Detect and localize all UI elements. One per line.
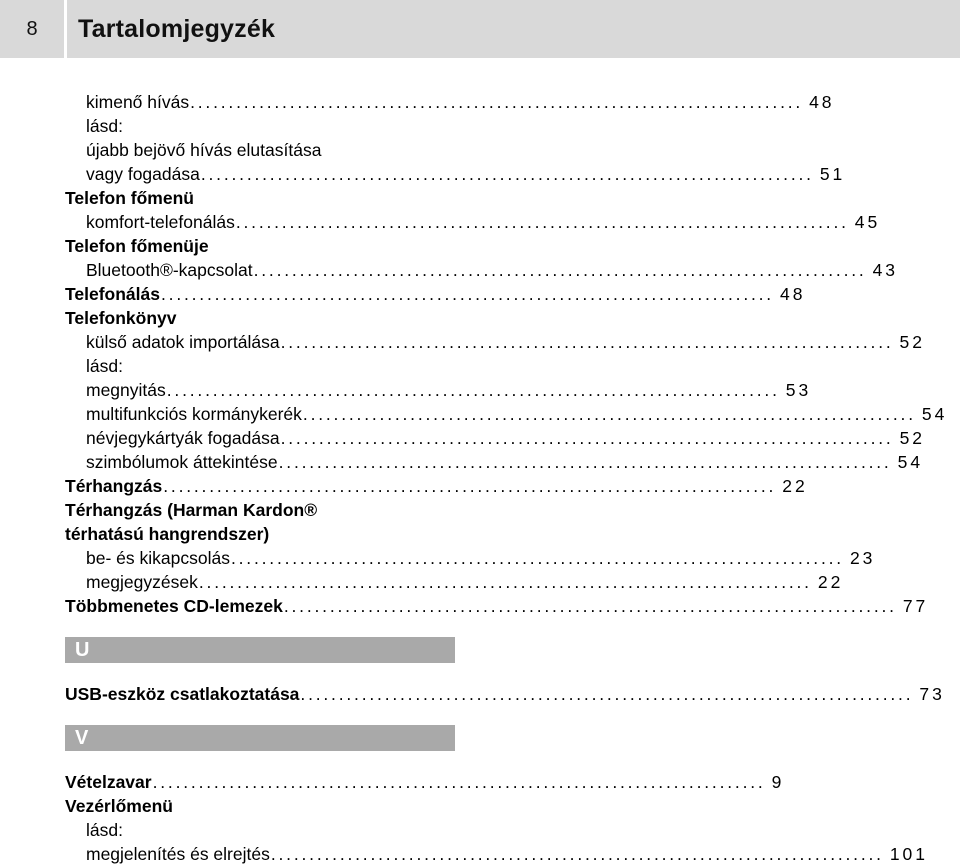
leader-dots: ................................................................................ bbox=[161, 284, 774, 304]
index-entry bbox=[65, 594, 929, 618]
entry-text: vagy fogadása bbox=[86, 164, 200, 184]
leader-dots: ................................................................................ bbox=[280, 428, 894, 448]
section-header: V bbox=[65, 725, 455, 751]
index-entry bbox=[65, 354, 455, 378]
entry-text: Bluetooth®-kapcsolat bbox=[86, 260, 253, 280]
entry-text: multifunkciós kormánykerék bbox=[86, 404, 302, 424]
page-ref: 77 bbox=[902, 596, 929, 616]
index-list bbox=[65, 90, 948, 866]
index-entry bbox=[65, 474, 808, 498]
entry-text: lásd: bbox=[86, 820, 123, 840]
index-entry bbox=[65, 138, 455, 162]
page-ref: 22 bbox=[782, 476, 808, 496]
leader-dots: ................................................................................ bbox=[190, 92, 804, 112]
entry-text: Telefonálás bbox=[65, 284, 160, 304]
index-entry bbox=[65, 114, 455, 138]
leader-dots: ................................................................................ bbox=[253, 260, 867, 280]
section-header: U bbox=[65, 637, 455, 663]
leader-dots: ................................................................................ bbox=[152, 772, 766, 792]
entry-text: térhatású hangrendszer) bbox=[65, 524, 270, 544]
entry-text: Térhangzás bbox=[65, 476, 163, 496]
entry-text: Többmenetes CD-lemezek bbox=[65, 596, 283, 616]
index-entry bbox=[65, 378, 812, 402]
entry-text: USB-eszköz csatlakoztatása bbox=[65, 684, 300, 704]
index-entry bbox=[65, 90, 835, 114]
page-ref: 23 bbox=[849, 548, 876, 568]
page-ref: 48 bbox=[779, 284, 806, 304]
entry-text: Vételzavar bbox=[65, 772, 152, 792]
leader-dots: ................................................................................ bbox=[166, 380, 780, 400]
leader-dots: ................................................................................ bbox=[230, 548, 844, 568]
page-ref: 101 bbox=[889, 844, 929, 864]
entry-text: újabb bejövő hívás elutasítása bbox=[86, 140, 322, 160]
leader-dots: ................................................................................ bbox=[200, 164, 814, 184]
entry-text: be- és kikapcsolás bbox=[86, 548, 230, 568]
page-ref: 53 bbox=[785, 380, 812, 400]
header-divider bbox=[64, 0, 67, 58]
entry-text: Telefon főmenüje bbox=[65, 236, 209, 256]
leader-dots: ................................................................................ bbox=[280, 332, 894, 352]
page-ref: 51 bbox=[819, 164, 846, 184]
spacer bbox=[65, 706, 455, 725]
page-ref: 52 bbox=[899, 428, 926, 448]
index-entry bbox=[65, 794, 455, 818]
spacer bbox=[65, 751, 455, 770]
entry-text: lásd: bbox=[86, 116, 123, 136]
page-ref: 9 bbox=[771, 772, 785, 792]
leader-dots: ................................................................................ bbox=[302, 404, 916, 424]
index-entry bbox=[65, 162, 846, 186]
page-ref: 22 bbox=[817, 572, 844, 592]
index-entry bbox=[65, 234, 455, 258]
entry-text: megjelenítés és elrejtés bbox=[86, 844, 270, 864]
page-ref: 73 bbox=[919, 684, 945, 704]
leader-dots: ................................................................................ bbox=[278, 452, 892, 472]
index-entry bbox=[65, 330, 926, 354]
index-entry bbox=[65, 818, 455, 842]
entry-text: lásd: bbox=[86, 356, 123, 376]
spacer bbox=[65, 663, 455, 682]
entry-text: Vezérlőmenü bbox=[65, 796, 173, 816]
entry-text: külső adatok importálása bbox=[86, 332, 280, 352]
index-entry bbox=[65, 682, 945, 706]
entry-text: komfort-telefonálás bbox=[86, 212, 235, 232]
page-ref: 48 bbox=[809, 92, 835, 112]
index-entry bbox=[65, 210, 881, 234]
index-entry bbox=[65, 450, 924, 474]
entry-text: Telefonkönyv bbox=[65, 308, 177, 328]
entry-text: megjegyzések bbox=[86, 572, 198, 592]
entry-text: szimbólumok áttekintése bbox=[86, 452, 278, 472]
page-ref: 45 bbox=[854, 212, 881, 232]
index-entry bbox=[65, 426, 926, 450]
index-entry bbox=[65, 570, 844, 594]
index-entry bbox=[65, 498, 455, 522]
entry-text: Térhangzás (Harman Kardon® bbox=[65, 500, 318, 520]
page-title: Tartalomjegyzék bbox=[78, 14, 276, 43]
index-entry bbox=[65, 186, 455, 210]
index-entry bbox=[65, 522, 455, 546]
page-ref: 54 bbox=[897, 452, 924, 472]
index-entry bbox=[65, 258, 899, 282]
page-ref: 43 bbox=[872, 260, 899, 280]
index-entry bbox=[65, 402, 948, 426]
index-entry bbox=[65, 306, 455, 330]
entry-text: Telefon főmenü bbox=[65, 188, 194, 208]
spacer bbox=[65, 618, 455, 637]
page-number: 8 bbox=[26, 17, 38, 40]
page-header bbox=[0, 0, 960, 58]
index-entry bbox=[65, 770, 785, 794]
leader-dots: ................................................................................ bbox=[163, 476, 777, 496]
entry-text: névjegykártyák fogadása bbox=[86, 428, 280, 448]
leader-dots: ................................................................................ bbox=[283, 596, 897, 616]
page-ref: 54 bbox=[921, 404, 948, 424]
index-entry bbox=[65, 282, 806, 306]
entry-text: megnyitás bbox=[86, 380, 166, 400]
page-ref: 52 bbox=[899, 332, 926, 352]
index-entry bbox=[65, 842, 929, 866]
entry-text: kimenő hívás bbox=[86, 92, 190, 112]
leader-dots: ................................................................................ bbox=[235, 212, 849, 232]
leader-dots: ................................................................................ bbox=[198, 572, 812, 592]
index-entry bbox=[65, 546, 876, 570]
leader-dots: ................................................................................ bbox=[270, 844, 884, 864]
leader-dots: ................................................................................ bbox=[300, 684, 914, 704]
